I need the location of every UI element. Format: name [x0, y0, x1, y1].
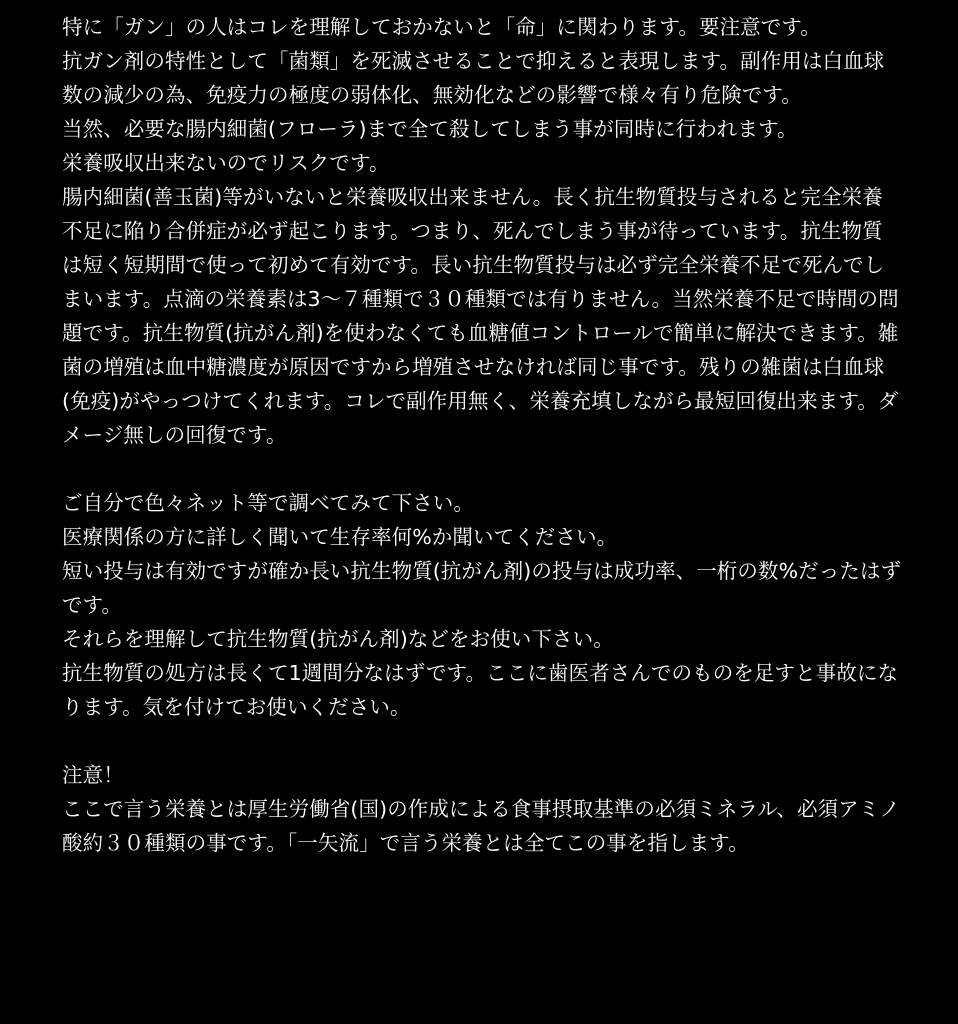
- paragraph-research-yourself: ご自分で色々ネット等で調べてみて下さい。: [62, 491, 474, 515]
- paragraph-cancer-warning: 特に「ガン」の人はコレを理解しておかないと「命」に関わります。要注意です。: [62, 15, 821, 39]
- paragraph-nutrition-risk: 栄養吸収出来ないのでリスクです。: [62, 151, 390, 175]
- paragraph-success-rate: 短い投与は有効ですが確か長い抗生物質(抗がん剤)の投与は成功率、一桁の数%だったはずです。: [62, 559, 902, 617]
- paragraph-anticancer-side-effects: 抗ガン剤の特性として「菌類」を死滅させることで抑えると表現します。副作用は白血球数の減少の為、免疫力の極度の弱体化、無効化などの影響で様々有り危険です。: [62, 49, 885, 107]
- paragraph-spacer: [62, 452, 902, 486]
- document-body: [62, 10, 902, 860]
- paragraph-antibiotics-explanation: 腸内細菌(善玉菌)等がいないと栄養吸収出来ません。長く抗生物質投与されると完全栄養不足に陥り合併症が必ず起こります。つまり、死んでしまう事が待っています。抗生物質は短く短期間で使って初めて有効です。長い抗生物質投与は必ず完全栄養不足で死んでしまいます。点滴の栄養素は3〜７種類で３０種類では有りません。当然栄養不足で時間の問題です。抗生物質(抗がん剤)を使わなくても血糖値コントロールで簡単に解決できます。雑菌の増殖は血中糖濃度が原因ですから増殖させなければ同じ事です。残りの雑菌は白血球(免疫)がやっつけてくれます。コレで副作用無く、栄養充填しながら最短回復出来ます。ダメージ無しの回復です。: [62, 185, 899, 447]
- paragraph-prescription-length: 抗生物質の処方は長くて1週間分なはずです。ここに歯医者さんでのものを足すと事故になります。気を付けてお使いください。: [62, 661, 899, 719]
- paragraph-spacer: [62, 724, 902, 758]
- paragraph-use-with-understanding: それらを理解して抗生物質(抗がん剤)などをお使い下さい。: [62, 627, 614, 651]
- note-heading: 注意！: [62, 763, 124, 787]
- paragraph-gut-flora: 当然、必要な腸内細菌(フローラ)まで全て殺してしまう事が同時に行われます。: [62, 117, 798, 141]
- paragraph-nutrition-definition: ここで言う栄養とは厚生労働省(国)の作成による食事摂取基準の必須ミネラル、必須アミノ酸約３０種類の事です。「一矢流」で言う栄養とは全てこの事を指します。: [62, 797, 900, 855]
- paragraph-ask-medical: 医療関係の方に詳しく聞いて生存率何%か聞いてください。: [62, 525, 618, 549]
